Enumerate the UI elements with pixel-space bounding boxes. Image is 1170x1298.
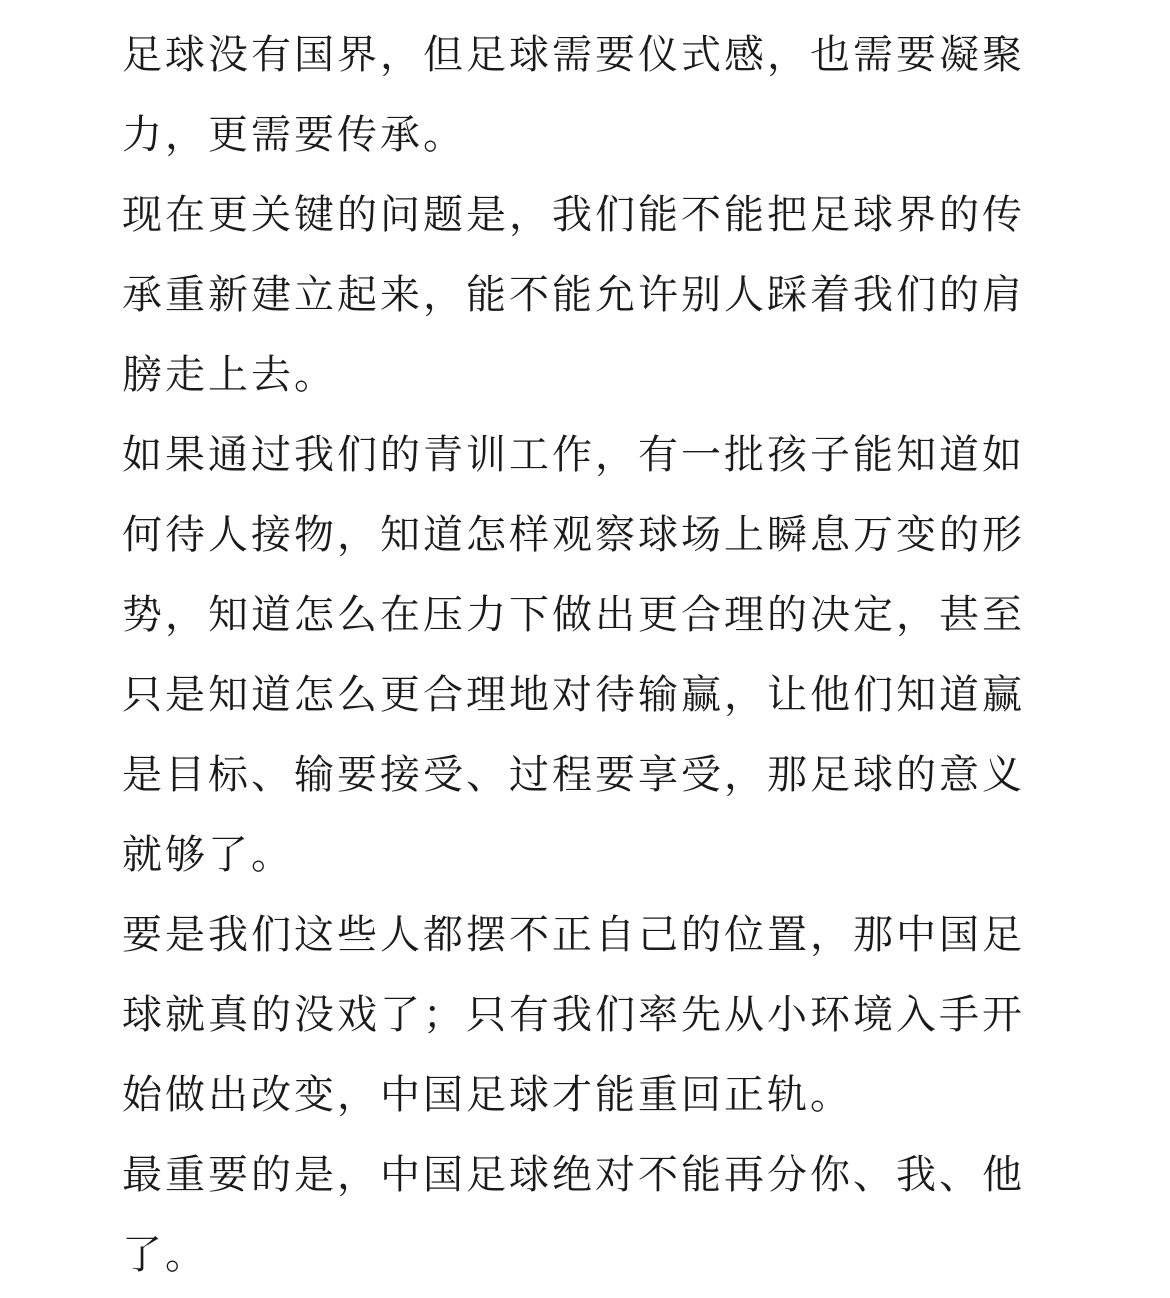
text-line: 只是知道怎么更合理地对待输赢，让他们知道赢 <box>122 672 1025 718</box>
paragraph-5 <box>122 1135 1032 1295</box>
paragraph-2 <box>122 175 1032 415</box>
text-line: 了。 <box>122 1232 208 1278</box>
text-line: 最重要的是，中国足球绝对不能再分你、我、他 <box>122 1152 1025 1198</box>
text-line: 何待人接物，知道怎样观察球场上瞬息万变的形 <box>122 512 1025 558</box>
paragraph-4 <box>122 895 1032 1135</box>
text-line: 膀走上去。 <box>122 352 337 398</box>
text-line: 就够了。 <box>122 832 294 878</box>
text-line: 力，更需要传承。 <box>122 112 466 158</box>
text-line: 如果通过我们的青训工作，有一批孩子能知道如 <box>122 432 1025 478</box>
paragraph-1 <box>122 15 1032 175</box>
text-line: 足球没有国界，但足球需要仪式感，也需要凝聚 <box>122 32 1025 78</box>
text-line: 始做出改变，中国足球才能重回正轨。 <box>122 1072 853 1118</box>
text-line: 现在更关键的问题是，我们能不能把足球界的传 <box>122 192 1025 238</box>
text-line: 承重新建立起来，能不能允许别人踩着我们的肩 <box>122 272 1025 318</box>
text-line: 球就真的没戏了；只有我们率先从小环境入手开 <box>122 992 1025 1038</box>
article-body <box>122 15 1032 1295</box>
text-line: 是目标、输要接受、过程要享受，那足球的意义 <box>122 752 1025 798</box>
text-line: 要是我们这些人都摆不正自己的位置，那中国足 <box>122 912 1025 958</box>
paragraph-3 <box>122 415 1032 895</box>
text-line: 势，知道怎么在压力下做出更合理的决定，甚至 <box>122 592 1025 638</box>
